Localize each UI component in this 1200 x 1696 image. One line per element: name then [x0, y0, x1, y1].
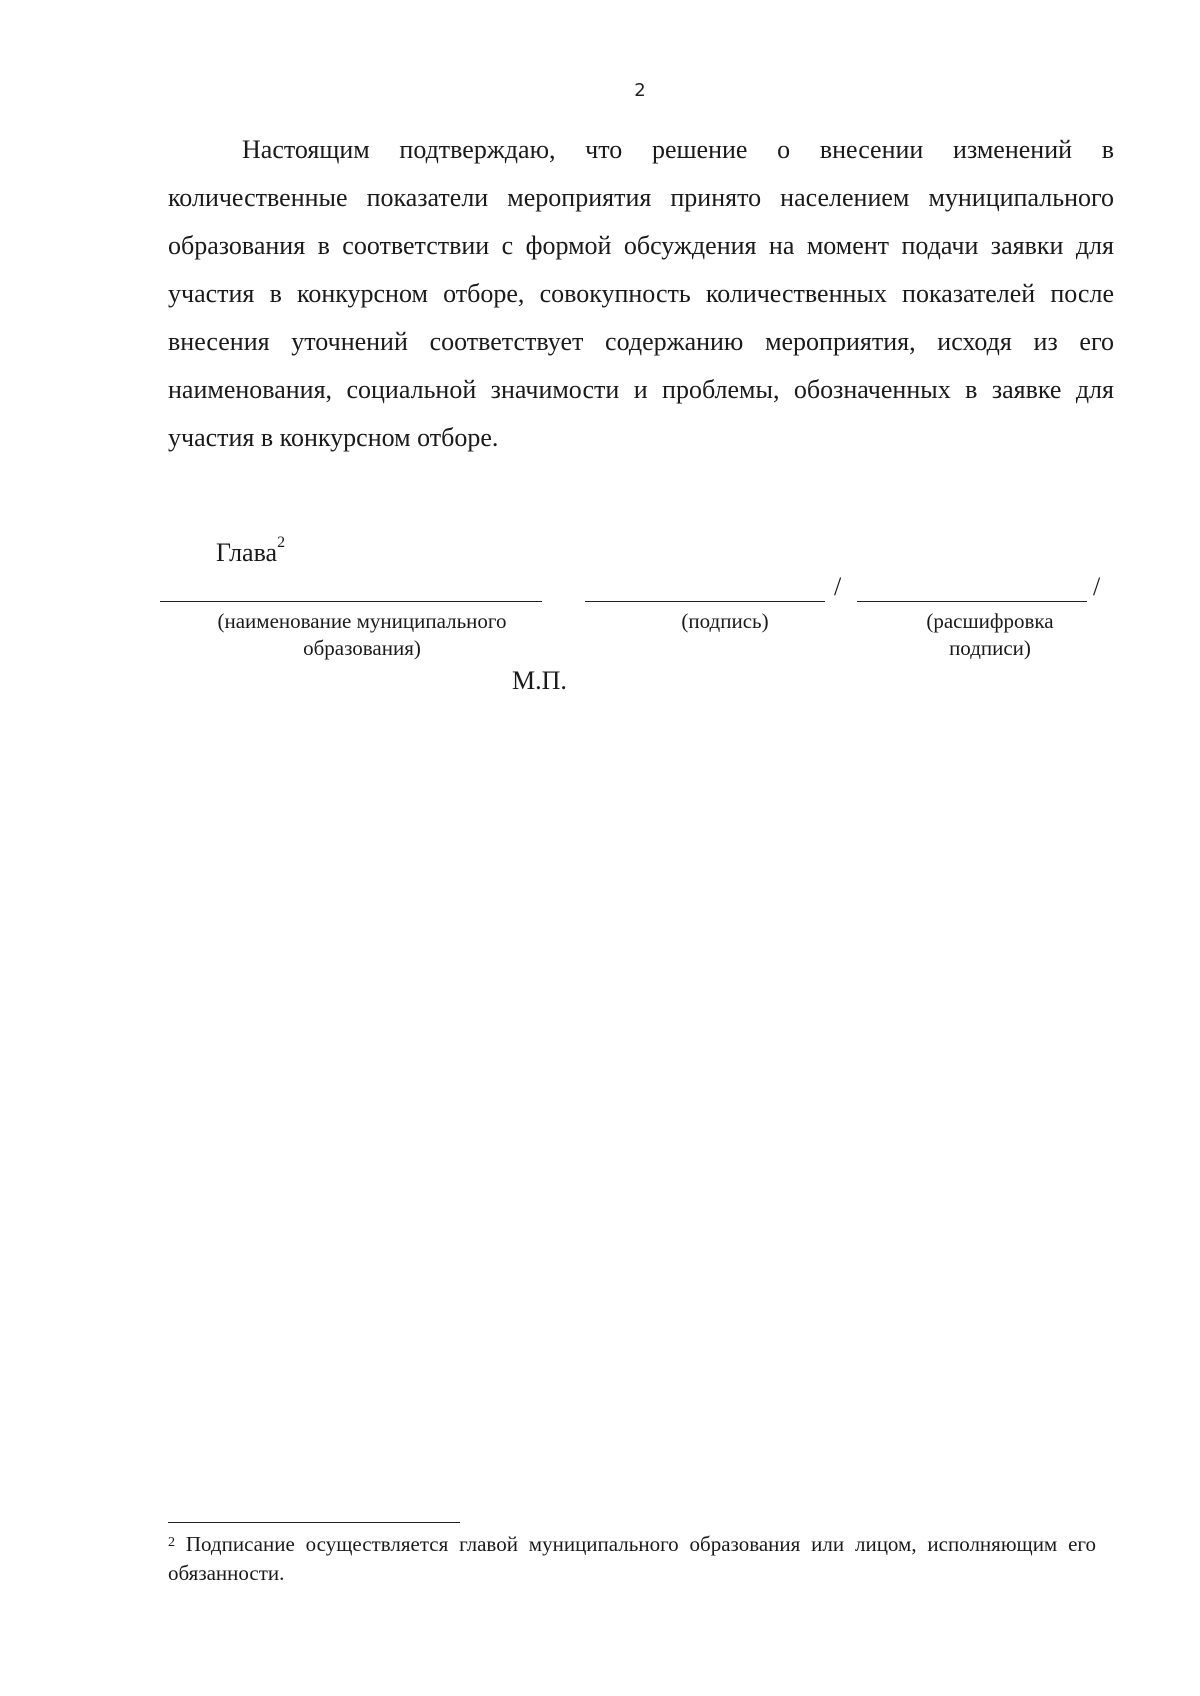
caption-line: образования): [303, 636, 421, 660]
footnote-mark: 2: [168, 1535, 175, 1550]
caption-line: подписи): [949, 636, 1031, 660]
footnote-separator: [168, 1522, 460, 1523]
separator-slash: /: [834, 572, 842, 601]
signature-decoding-caption: [890, 608, 1090, 662]
municipality-name-caption: [176, 608, 548, 662]
signature-line: [585, 601, 825, 602]
municipality-name-line: [160, 601, 542, 602]
head-footnote-mark: 2: [277, 534, 286, 551]
caption-line: (наименование муниципального: [217, 609, 507, 633]
head-label: [216, 534, 286, 568]
caption-line: (расшифровка: [926, 609, 1054, 633]
signature-decoding-line: [857, 601, 1087, 602]
head-label-text: Глава: [216, 538, 278, 567]
body-paragraph: Настоящим подтверждаю, что решение о внесении изменений в количественные показатели мероприятия принято населением муниципального образования в соответствии с формой обсуждения на момент подачи заявки для участия в конкурсном отборе, совокупность количественных показателей после внесения уточнений соответствует содержанию мероприятия, исходя из его наименования, социальной значимости и проблемы, обозначенных в заявке для участия в конкурсном отборе.: [168, 135, 1114, 452]
separator-slash: /: [1093, 572, 1101, 601]
footnote-text: Подписание осуществляется главой муниципального образования или лицом, исполняющим его обязанности.: [168, 1532, 1096, 1585]
footnote: [168, 1530, 1096, 1588]
signature-caption: (подпись): [681, 609, 769, 633]
page-number: 2: [634, 80, 646, 101]
stamp-place-label: М.П.: [512, 666, 567, 695]
